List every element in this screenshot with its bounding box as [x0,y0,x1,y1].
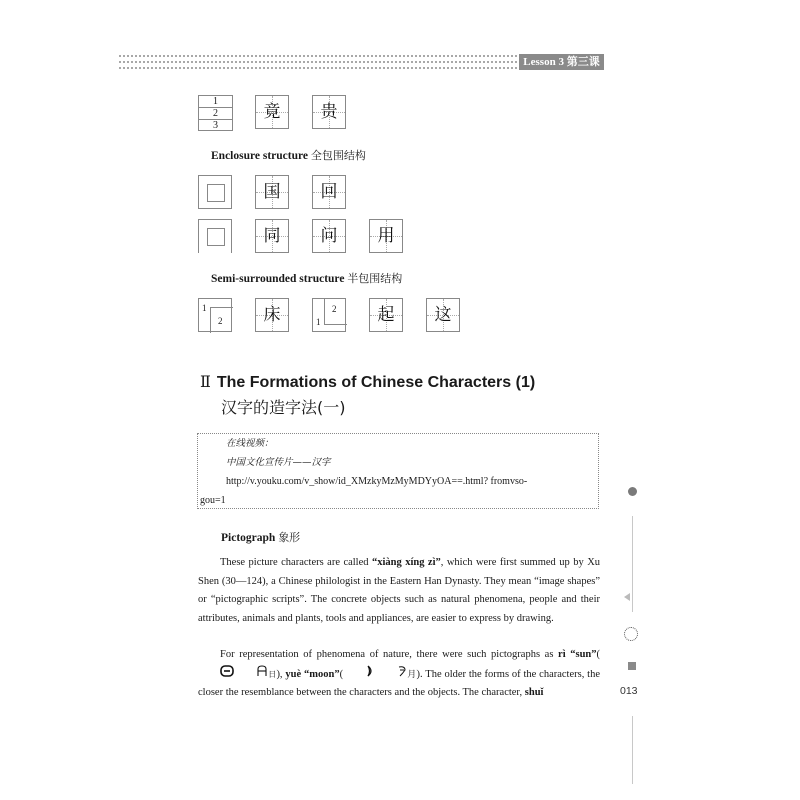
top-middle-bottom-diagram [198,95,233,131]
example-character: 竟 [263,102,281,122]
example-character: 这 [434,305,452,325]
stack-number: 1 [199,96,232,108]
character-box [312,219,346,253]
enclosure-diagram [198,175,232,209]
moon-seal-glyph-icon [375,665,407,685]
sun-seal-glyph-icon [234,665,268,685]
pictograph-heading: Pictograph 象形 [221,531,301,544]
rail-dotted-circle-icon [624,627,638,641]
section-numeral: Ⅱ [200,372,211,391]
online-video-box [197,433,599,509]
stack-number: 3 [213,120,218,131]
lesson-tag: Lesson 3 第三课 [519,54,604,70]
moon-ancient-glyph-icon [343,665,375,685]
character-box [369,298,403,332]
semi-surround-diagram-top-left: 1 2 [198,298,232,332]
character-box [255,175,289,209]
enclosure-open-diagram [198,219,232,253]
example-character: 贵 [320,102,338,122]
character-box [255,219,289,253]
example-character: 问 [320,226,338,246]
semi-surround-diagram-bottom-left: 1 2 [312,298,346,332]
section-title-chinese: 汉字的造字法(一) [221,398,346,417]
character-box [312,175,346,209]
section-title: Ⅱ The Formations of Chinese Characters (1) [200,372,536,391]
example-character: 床 [263,305,281,325]
video-url-continued[interactable]: gou=1 [200,495,226,506]
character-box [312,95,346,129]
header-dots-decoration [118,52,518,72]
video-url[interactable]: http://v.youku.com/v_show/id_XMzkyMzMyMDYyOA==.html? fromvso- [226,476,528,487]
enclosure-heading: Enclosure structure 全包围结构 [211,149,366,162]
character-box [255,95,289,129]
page-number: 013 [620,685,638,697]
character-box [426,298,460,332]
semi-surrounded-heading: Semi-surrounded structure 半包围结构 [211,272,403,285]
stack-number: 2 [199,108,232,120]
character-box [255,298,289,332]
example-character: 用 [377,226,395,246]
rail-triangle-icon [624,593,630,601]
example-character: 回 [320,182,338,202]
term-xiang-xing-zi: “xiàng xíng zì” [371,557,441,568]
character-box [369,219,403,253]
rail-line-lower [632,716,633,784]
rail-square-icon [628,662,636,670]
video-title: 中国文化宣传片——汉字 [226,457,331,468]
rail-line-upper [632,516,633,612]
example-character: 起 [377,305,395,325]
video-label: 在线视频： [226,438,274,449]
example-character: 国 [263,182,281,202]
sun-ancient-glyph-icon [198,665,234,685]
example-character: 同 [263,226,281,246]
rail-dot-icon [628,487,637,496]
pictograph-paragraph-2: For representation of phenomena of nature, there were such pictographs as rì “sun”(日), yuè “moon”( 月). The older the forms of the characters, the closer the resemblance between the characters and the objects. The character, shuǐ [198,649,600,699]
pictograph-paragraph-1: These picture characters are called “xiàng xíng zì”, which were first summed up by Xu Shen (30—124), a Chinese philologist in the Eastern Han Dynasty. They mean “image shapes” or “pictographic scripts”. The concrete objects such as natural phenomena, people and their attributes, animals and plants, tools and appliances, are easier to express by drawing. [198,557,601,624]
